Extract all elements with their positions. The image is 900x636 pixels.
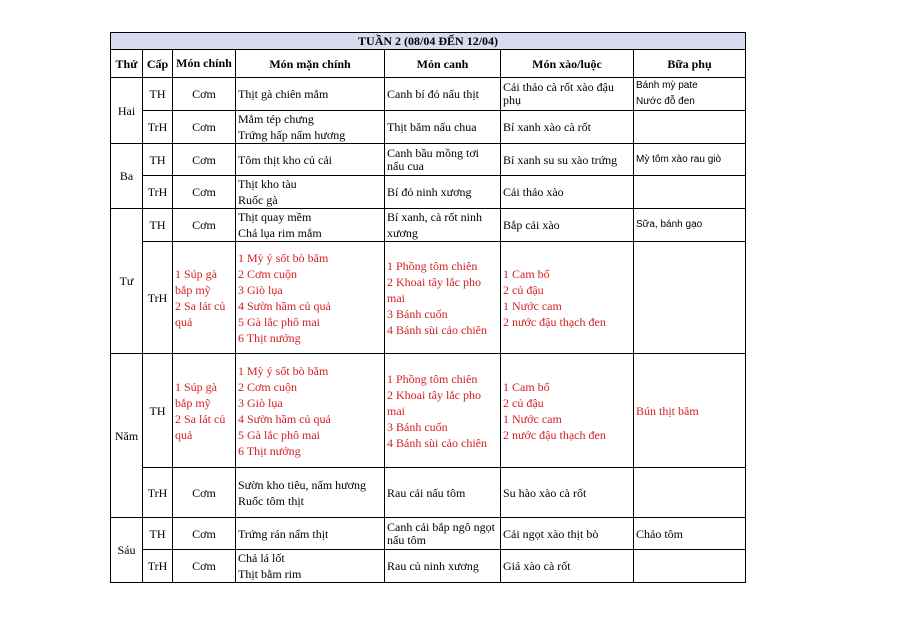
dish-line: 4 Bánh sùi cảo chiên bbox=[387, 435, 487, 450]
stirfry-cell bbox=[501, 468, 634, 518]
dish-line: Chả lá lốt bbox=[238, 551, 285, 565]
dish-line: 5 Gà lắc phô mai bbox=[238, 427, 320, 442]
savory-cell bbox=[236, 550, 385, 583]
dish-line: 2 Khoai tây lắc pho mai bbox=[387, 274, 481, 305]
dish-line: Bánh mỳ pate bbox=[636, 80, 698, 91]
dish-line: Cải thảo xào bbox=[503, 185, 564, 199]
dish-line: 1 Cam bổ bbox=[503, 379, 550, 394]
savory-cell bbox=[236, 468, 385, 518]
dish-line: Rau củ ninh xương bbox=[387, 559, 479, 573]
main-dish-cell: Cơm bbox=[173, 176, 236, 209]
table-row bbox=[111, 242, 746, 354]
level-cell: TH bbox=[143, 518, 173, 550]
dish-line: Canh bí đỏ nấu thịt bbox=[387, 87, 479, 101]
table-row bbox=[111, 111, 746, 144]
soup-cell bbox=[385, 209, 501, 242]
day-cell: Năm bbox=[111, 354, 143, 518]
header-level: Cấp bbox=[143, 50, 173, 78]
dish-line: Canh bầu mồng tơi nấu cua bbox=[387, 145, 480, 173]
dish-line: Canh cải bắp ngô ngọt nấu tôm bbox=[387, 519, 495, 547]
dish-line: Thịt băm nấu chua bbox=[387, 120, 477, 134]
level-cell: TH bbox=[143, 209, 173, 242]
dish-line: Sườn kho tiêu, nấm hương bbox=[238, 477, 367, 492]
snack-cell bbox=[634, 144, 746, 176]
savory-cell bbox=[236, 518, 385, 550]
dish-line: 2 nước đậu thạch đen bbox=[503, 314, 606, 329]
stirfry-cell bbox=[501, 111, 634, 144]
dish-line: 2 củ đậu bbox=[503, 282, 544, 297]
table-row bbox=[111, 468, 746, 518]
table-row bbox=[111, 176, 746, 209]
header-snack: Bữa phụ bbox=[634, 50, 746, 78]
level-cell: TrH bbox=[143, 242, 173, 354]
dish-line: Trứng hấp nấm hương bbox=[238, 128, 346, 142]
stirfry-cell bbox=[501, 78, 634, 111]
dish-line: 1 Phồng tôm chiên bbox=[387, 371, 478, 386]
savory-cell bbox=[236, 111, 385, 144]
dish-line: 3 Bánh cuốn bbox=[387, 419, 448, 434]
table-row bbox=[111, 354, 746, 468]
dish-line: Cải ngọt xào thịt bò bbox=[503, 526, 599, 541]
main-dish-cell: Cơm bbox=[173, 209, 236, 242]
dish-line: Bí xanh xào cà rốt bbox=[503, 120, 591, 134]
soup-cell bbox=[385, 354, 501, 468]
dish-line: 4 Sườn hầm củ quả bbox=[238, 411, 331, 426]
dish-line: Bí đỏ ninh xương bbox=[387, 185, 472, 199]
dish-line: 1 Phồng tôm chiên bbox=[387, 258, 478, 273]
week-title: TUẦN 2 (08/04 ĐẾN 12/04) bbox=[111, 33, 746, 50]
header-soup: Món canh bbox=[385, 50, 501, 78]
dish-line: Mắm tép chưng bbox=[238, 112, 314, 126]
dish-line: 6 Thịt nướng bbox=[238, 330, 301, 345]
soup-cell bbox=[385, 144, 501, 176]
dish-line: 3 Bánh cuốn bbox=[387, 306, 448, 321]
header-row bbox=[111, 50, 746, 78]
dish-line: Bí xanh su su xào trứng bbox=[503, 152, 618, 167]
menu-table bbox=[110, 32, 746, 583]
snack-cell bbox=[634, 518, 746, 550]
day-cell: Sáu bbox=[111, 518, 143, 583]
dish-line: Thịt gà chiên mắm bbox=[238, 87, 329, 101]
table-row bbox=[111, 550, 746, 583]
main-dish-cell: Cơm bbox=[173, 144, 236, 176]
level-cell: TrH bbox=[143, 176, 173, 209]
dish-line: Su hào xào cà rốt bbox=[503, 485, 587, 500]
soup-cell bbox=[385, 78, 501, 111]
dish-line: Rau cải nấu tôm bbox=[387, 485, 466, 500]
snack-cell bbox=[634, 209, 746, 242]
dish-line: 1 Nước cam bbox=[503, 411, 562, 426]
dish-line: Ruốc gà bbox=[238, 193, 278, 207]
stirfry-cell bbox=[501, 242, 634, 354]
stirfry-cell bbox=[501, 176, 634, 209]
dish-line: 1 Cam bổ bbox=[503, 266, 550, 281]
snack-cell bbox=[634, 78, 746, 111]
main-dish-cell: Cơm bbox=[173, 468, 236, 518]
dish-line: 2 nước đậu thạch đen bbox=[503, 427, 606, 442]
snack-cell bbox=[634, 242, 746, 354]
header-savory-dish: Món mặn chính bbox=[236, 50, 385, 78]
dish-line: 1 Súp gà bắp mỹ bbox=[175, 266, 217, 297]
dish-line: Tôm thịt kho củ cải bbox=[238, 152, 332, 167]
table-row bbox=[111, 518, 746, 550]
table-row bbox=[111, 209, 746, 242]
dish-line: Bắp cải xào bbox=[503, 218, 560, 232]
main-dish-cell bbox=[173, 242, 236, 354]
table-row bbox=[111, 78, 746, 111]
day-cell: Hai bbox=[111, 78, 143, 144]
level-cell: TrH bbox=[143, 468, 173, 518]
level-cell: TrH bbox=[143, 111, 173, 144]
dish-line: Thịt kho tàu bbox=[238, 177, 297, 191]
dish-line: Giá xào cà rốt bbox=[503, 559, 571, 573]
header-main-dish: Món chính bbox=[173, 50, 236, 78]
dish-line: 3 Giò lụa bbox=[238, 282, 283, 297]
stirfry-cell bbox=[501, 209, 634, 242]
level-cell: TH bbox=[143, 144, 173, 176]
header-day: Thứ bbox=[111, 50, 143, 78]
stirfry-cell bbox=[501, 354, 634, 468]
soup-cell bbox=[385, 468, 501, 518]
dish-line: Bí xanh, cà rốt ninh xương bbox=[387, 210, 482, 240]
savory-cell bbox=[236, 209, 385, 242]
snack-cell bbox=[634, 468, 746, 518]
main-dish-cell bbox=[173, 354, 236, 468]
stirfry-cell bbox=[501, 518, 634, 550]
dish-line: 5 Gà lắc phô mai bbox=[238, 314, 320, 329]
dish-line: Nước đỗ đen bbox=[636, 96, 695, 107]
dish-line: Chảo tôm bbox=[636, 526, 683, 541]
snack-cell bbox=[634, 354, 746, 468]
day-cell: Ba bbox=[111, 144, 143, 209]
dish-line: Mỳ tôm xào rau giò bbox=[636, 153, 722, 165]
dish-line: 3 Giò lụa bbox=[238, 395, 283, 410]
level-cell: TH bbox=[143, 354, 173, 468]
savory-cell bbox=[236, 176, 385, 209]
soup-cell bbox=[385, 176, 501, 209]
main-dish-cell: Cơm bbox=[173, 78, 236, 111]
stirfry-cell bbox=[501, 550, 634, 583]
dish-line: 2 Khoai tây lắc pho mai bbox=[387, 387, 481, 418]
soup-cell bbox=[385, 111, 501, 144]
soup-cell bbox=[385, 518, 501, 550]
snack-cell bbox=[634, 176, 746, 209]
dish-line: Cải thảo cà rốt xào đậu phụ bbox=[503, 80, 614, 107]
main-dish-cell: Cơm bbox=[173, 111, 236, 144]
dish-line: 4 Bánh sùi cảo chiên bbox=[387, 322, 487, 337]
dish-line: 2 củ đậu bbox=[503, 395, 544, 410]
dish-line: Bún thịt băm bbox=[636, 403, 699, 418]
savory-cell bbox=[236, 354, 385, 468]
day-cell: Tư bbox=[111, 209, 143, 354]
dish-line: Trứng rán nấm thịt bbox=[238, 526, 329, 541]
dish-line: 1 Mỳ ý sốt bò băm bbox=[238, 363, 329, 378]
level-cell: TH bbox=[143, 78, 173, 111]
dish-line: 2 Cơm cuộn bbox=[238, 379, 298, 394]
dish-line: 1 Nước cam bbox=[503, 298, 562, 313]
header-stirfry: Món xào/luộc bbox=[501, 50, 634, 78]
stirfry-cell bbox=[501, 144, 634, 176]
main-dish-cell: Cơm bbox=[173, 518, 236, 550]
dish-line: Chả lụa rim mắm bbox=[238, 226, 322, 240]
main-dish-cell: Cơm bbox=[173, 550, 236, 583]
soup-cell bbox=[385, 242, 501, 354]
snack-cell bbox=[634, 111, 746, 144]
dish-line: 2 Sa lát củ quả bbox=[175, 298, 226, 329]
dish-line: 4 Sườn hầm củ quả bbox=[238, 298, 331, 313]
dish-line: Thịt bằm rim bbox=[238, 567, 302, 581]
dish-line: Sữa, bánh gạo bbox=[636, 219, 703, 230]
level-cell: TrH bbox=[143, 550, 173, 583]
savory-cell bbox=[236, 144, 385, 176]
dish-line: 1 Mỳ ý sốt bò băm bbox=[238, 250, 329, 265]
savory-cell bbox=[236, 242, 385, 354]
soup-cell bbox=[385, 550, 501, 583]
dish-line: 2 Cơm cuộn bbox=[238, 266, 298, 281]
dish-line: 1 Súp gà bắp mỹ bbox=[175, 379, 217, 410]
snack-cell bbox=[634, 550, 746, 583]
dish-line: Ruốc tôm thịt bbox=[238, 493, 304, 508]
savory-cell bbox=[236, 78, 385, 111]
table-row bbox=[111, 144, 746, 176]
dish-line: Thịt quay mềm bbox=[238, 210, 312, 224]
dish-line: 2 Sa lát củ quả bbox=[175, 411, 226, 442]
dish-line: 6 Thịt nướng bbox=[238, 443, 301, 458]
